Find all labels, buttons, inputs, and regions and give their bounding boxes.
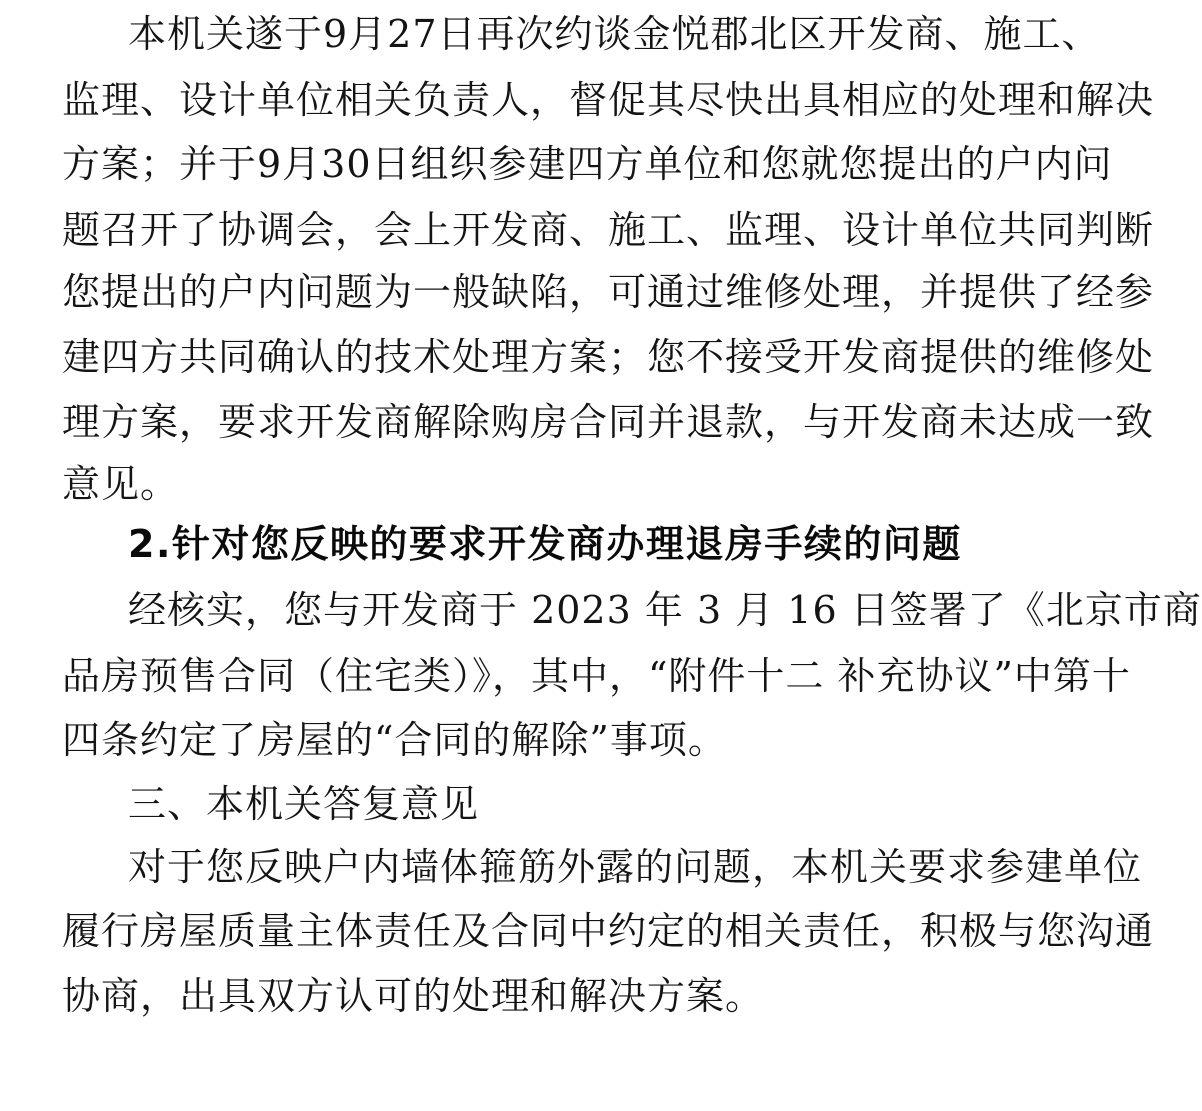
paragraph-1-line-3: 方案；并于9月30日组织参建四方单位和您就您提出的户内问: [62, 142, 1113, 186]
paragraph-2-line-2: 品房预售合同（住宅类）》，其中，“附件十二 补充协议”中第十: [62, 654, 1131, 698]
paragraph-3-line-1: 对于您反映户内墙体箍筋外露的问题，本机关要求参建单位: [128, 845, 1143, 889]
paragraph-2-line-3: 四条约定了房屋的“合同的解除”事项。: [62, 718, 727, 762]
paragraph-1-line-4: 题召开了协调会，会上开发商、施工、监理、设计单位共同判断: [62, 208, 1155, 252]
paragraph-2-line-1: 经核实，您与开发商于 2023 年 3 月 16 日签署了《北京市商: [128, 588, 1202, 632]
paragraph-1-line-7: 理方案，要求开发商解除购房合同并退款，与开发商未达成一致: [62, 400, 1155, 444]
section-2-heading: 2.针对您反映的要求开发商办理退房手续的问题: [128, 522, 962, 566]
paragraph-1-line-8: 意见。: [62, 462, 180, 506]
paragraph-3-line-2: 履行房屋质量主体责任及合同中约定的相关责任，积极与您沟通: [62, 909, 1155, 953]
paragraph-1-line-1: 本机关遂于9月27日再次约谈金悦郡北区开发商、施工、: [128, 12, 1101, 56]
paragraph-1-line-6: 建四方共同确认的技术处理方案；您不接受开发商提供的维修处: [62, 335, 1155, 379]
paragraph-1-line-2: 监理、设计单位相关负责人，督促其尽快出具相应的处理和解决: [62, 78, 1155, 122]
section-3-heading: 三、本机关答复意见: [128, 782, 480, 826]
paragraph-3-line-3: 协商，出具双方认可的处理和解决方案。: [62, 974, 765, 1018]
paragraph-1-line-5: 您提出的户内问题为一般缺陷，可通过维修处理，并提供了经参: [62, 270, 1155, 314]
